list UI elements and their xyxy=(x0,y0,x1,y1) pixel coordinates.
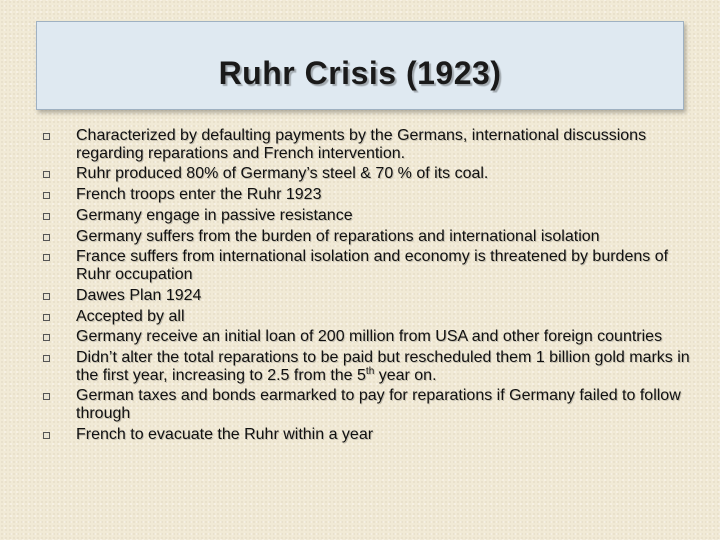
bullet-text: France suffers from international isolation and economy is threatened by burdens of Ruhr occupation xyxy=(76,248,669,283)
square-bullet-icon xyxy=(43,254,50,261)
bullet-text: French to evacuate the Ruhr within a year xyxy=(76,425,374,443)
square-bullet-icon xyxy=(43,192,50,199)
bullet-item xyxy=(43,207,703,225)
bullet-item xyxy=(43,308,703,326)
bullet-text: Germany receive an initial loan of 200 million from USA and other foreign countries xyxy=(76,328,663,346)
bullet-text: German taxes and bonds earmarked to pay for reparations if Germany failed to follow through xyxy=(76,387,681,422)
square-bullet-icon xyxy=(43,334,50,341)
square-bullet-icon xyxy=(43,314,50,321)
square-bullet-icon xyxy=(43,393,50,400)
bullet-text: Ruhr produced 80% of Germany’s steel & 70 % of its coal. xyxy=(76,165,489,183)
bullet-item xyxy=(43,186,703,204)
ordinal-suffix: th xyxy=(365,365,375,377)
bullet-text: Dawes Plan 1924 xyxy=(76,286,202,304)
bullet-text-end: year on. xyxy=(374,366,437,384)
square-bullet-icon xyxy=(43,355,50,362)
square-bullet-icon xyxy=(43,213,50,220)
bullet-item xyxy=(43,349,703,384)
bullet-item xyxy=(43,127,703,162)
bullet-item xyxy=(43,328,703,346)
bullet-text xyxy=(76,349,690,384)
bullet-text: Accepted by all xyxy=(76,307,185,325)
bullet-item xyxy=(43,248,703,283)
square-bullet-icon xyxy=(43,234,50,241)
square-bullet-icon xyxy=(43,171,50,178)
bullet-text: Germany suffers from the burden of reparations and international isolation xyxy=(76,227,600,245)
bullet-item xyxy=(43,426,703,444)
bullet-item xyxy=(43,165,703,183)
bullet-item xyxy=(43,228,703,246)
bullet-text: Characterized by defaulting payments by the Germans, international discussions regarding reparations and French intervention. xyxy=(76,127,647,162)
square-bullet-icon xyxy=(43,293,50,300)
bullet-list xyxy=(43,127,703,447)
bullet-item xyxy=(43,387,703,422)
square-bullet-icon xyxy=(43,432,50,439)
slide-title: Ruhr Crisis (1923) xyxy=(218,55,502,91)
bullet-text: Germany engage in passive resistance xyxy=(76,206,353,224)
square-bullet-icon xyxy=(43,133,50,140)
bullet-text: French troops enter the Ruhr 1923 xyxy=(76,186,322,204)
bullet-text-main: Didn’t alter the total reparations to be paid but rescheduled them 1 billion gold marks in the first year, increasing to 2.5 from the 5 xyxy=(76,349,690,384)
bullet-item xyxy=(43,287,703,305)
